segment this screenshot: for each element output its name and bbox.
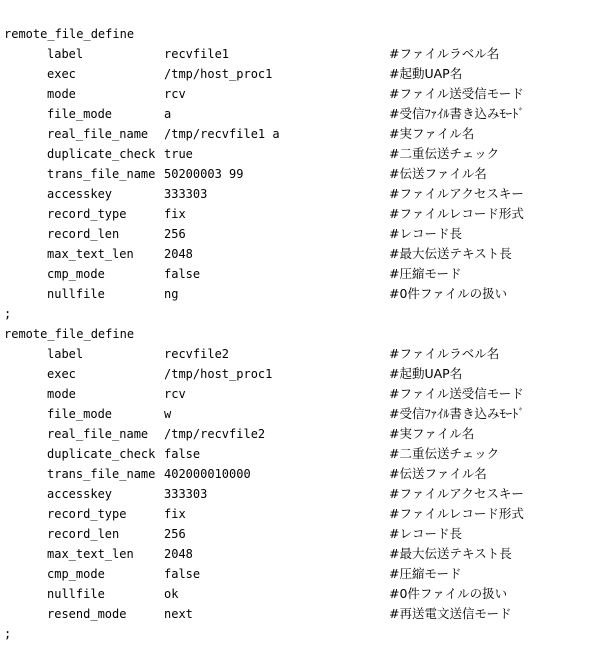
entry-value: /tmp/host_proc1 xyxy=(164,367,273,381)
entry-key: accesskey xyxy=(47,487,113,501)
entry-comment: #実ファイル名 xyxy=(389,426,475,441)
entry-value: 50200003 99 xyxy=(164,167,244,181)
entry-value: false xyxy=(164,567,201,581)
entry-value: recvfile2 xyxy=(164,347,230,361)
entry-key: record_type xyxy=(47,507,127,521)
entry-key: duplicate_check xyxy=(47,147,156,161)
terminator-semicolon: ; xyxy=(4,627,12,641)
entry-comment: #圧縮モード xyxy=(389,266,462,281)
entry-value: 256 xyxy=(164,227,186,241)
entry-key: max_text_len xyxy=(47,547,134,561)
entry-comment: #再送電文送信モード xyxy=(389,606,512,621)
entry-value: a xyxy=(164,107,172,121)
entry-key: nullfile xyxy=(47,587,105,601)
entry-value: /tmp/host_proc1 xyxy=(164,67,273,81)
entry-key: trans_file_name xyxy=(47,467,156,481)
entry-value: /tmp/recvfile1 a xyxy=(164,127,280,141)
entry-value: w xyxy=(164,407,172,421)
entry-value: false xyxy=(164,267,201,281)
entry-value: 2048 xyxy=(164,547,193,561)
entry-key: file_mode xyxy=(47,107,113,121)
entry-key: exec xyxy=(47,367,76,381)
entry-comment: #起動UAP名 xyxy=(389,366,463,381)
entry-key: file_mode xyxy=(47,407,113,421)
entry-value: 333303 xyxy=(164,187,208,201)
entry-comment: #圧縮モード xyxy=(389,566,462,581)
entry-value: true xyxy=(164,147,193,161)
entry-value: 256 xyxy=(164,527,186,541)
entry-comment: #0件ファイルの扱い xyxy=(389,586,508,601)
entry-key: mode xyxy=(47,87,76,101)
entry-comment: #ファイルレコード形式 xyxy=(389,506,524,521)
entry-key: max_text_len xyxy=(47,247,134,261)
entry-comment: #伝送ファイル名 xyxy=(389,166,487,181)
entry-value: 333303 xyxy=(164,487,208,501)
entry-key: real_file_name xyxy=(47,127,149,141)
entry-key: record_type xyxy=(47,207,127,221)
entry-value: false xyxy=(164,447,201,461)
terminator-semicolon: ; xyxy=(4,307,12,321)
entry-key: exec xyxy=(47,67,76,81)
entry-key: label xyxy=(47,47,84,61)
entry-value: ng xyxy=(164,287,179,301)
entry-comment: #ファイル送受信モード xyxy=(389,86,524,101)
block-keyword: remote_file_define xyxy=(4,27,135,41)
entry-comment: #二重伝送チェック xyxy=(389,446,500,461)
entry-key: real_file_name xyxy=(47,427,149,441)
entry-key: trans_file_name xyxy=(47,167,156,181)
entry-value: next xyxy=(164,607,193,621)
entry-comment: #ファイルレコード形式 xyxy=(389,206,524,221)
entry-comment: #伝送ファイル名 xyxy=(389,466,487,481)
entry-comment: #ファイルアクセスキー xyxy=(389,186,524,201)
entry-value: rcv xyxy=(164,387,186,401)
entry-comment: #ファイル送受信モード xyxy=(389,386,524,401)
entry-value: fix xyxy=(164,507,186,521)
entry-comment: #ファイルアクセスキー xyxy=(389,486,524,501)
entry-value: recvfile1 xyxy=(164,47,230,61)
entry-key: duplicate_check xyxy=(47,447,156,461)
entry-value: /tmp/recvfile2 xyxy=(164,427,266,441)
entry-value: rcv xyxy=(164,87,186,101)
entry-comment: #0件ファイルの扱い xyxy=(389,286,508,301)
entry-key: record_len xyxy=(47,227,120,241)
block-keyword: remote_file_define xyxy=(4,327,135,341)
entry-key: mode xyxy=(47,387,76,401)
entry-key: cmp_mode xyxy=(47,567,105,581)
entry-key: record_len xyxy=(47,527,120,541)
entry-value: 2048 xyxy=(164,247,193,261)
entry-comment: #受信ﾌｧｲﾙ書き込みﾓｰﾄﾞ xyxy=(389,106,525,121)
entry-key: resend_mode xyxy=(47,607,127,621)
entry-value: ok xyxy=(164,587,179,601)
entry-key: label xyxy=(47,347,84,361)
entry-key: accesskey xyxy=(47,187,113,201)
entry-key: nullfile xyxy=(47,287,105,301)
entry-comment: #ファイルラベル名 xyxy=(389,46,500,61)
entry-comment: #ファイルラベル名 xyxy=(389,346,500,361)
entry-key: cmp_mode xyxy=(47,267,105,281)
entry-comment: #最大伝送テキスト長 xyxy=(389,546,512,561)
entry-comment: #最大伝送テキスト長 xyxy=(389,246,512,261)
entry-comment: #レコード長 xyxy=(389,226,462,241)
entry-comment: #実ファイル名 xyxy=(389,126,475,141)
entry-comment: #レコード長 xyxy=(389,526,462,541)
entry-comment: #受信ﾌｧｲﾙ書き込みﾓｰﾄﾞ xyxy=(389,406,525,421)
entry-value: 402000010000 xyxy=(164,467,251,481)
entry-comment: #二重伝送チェック xyxy=(389,146,500,161)
entry-comment: #起動UAP名 xyxy=(389,66,463,81)
entry-value: fix xyxy=(164,207,186,221)
